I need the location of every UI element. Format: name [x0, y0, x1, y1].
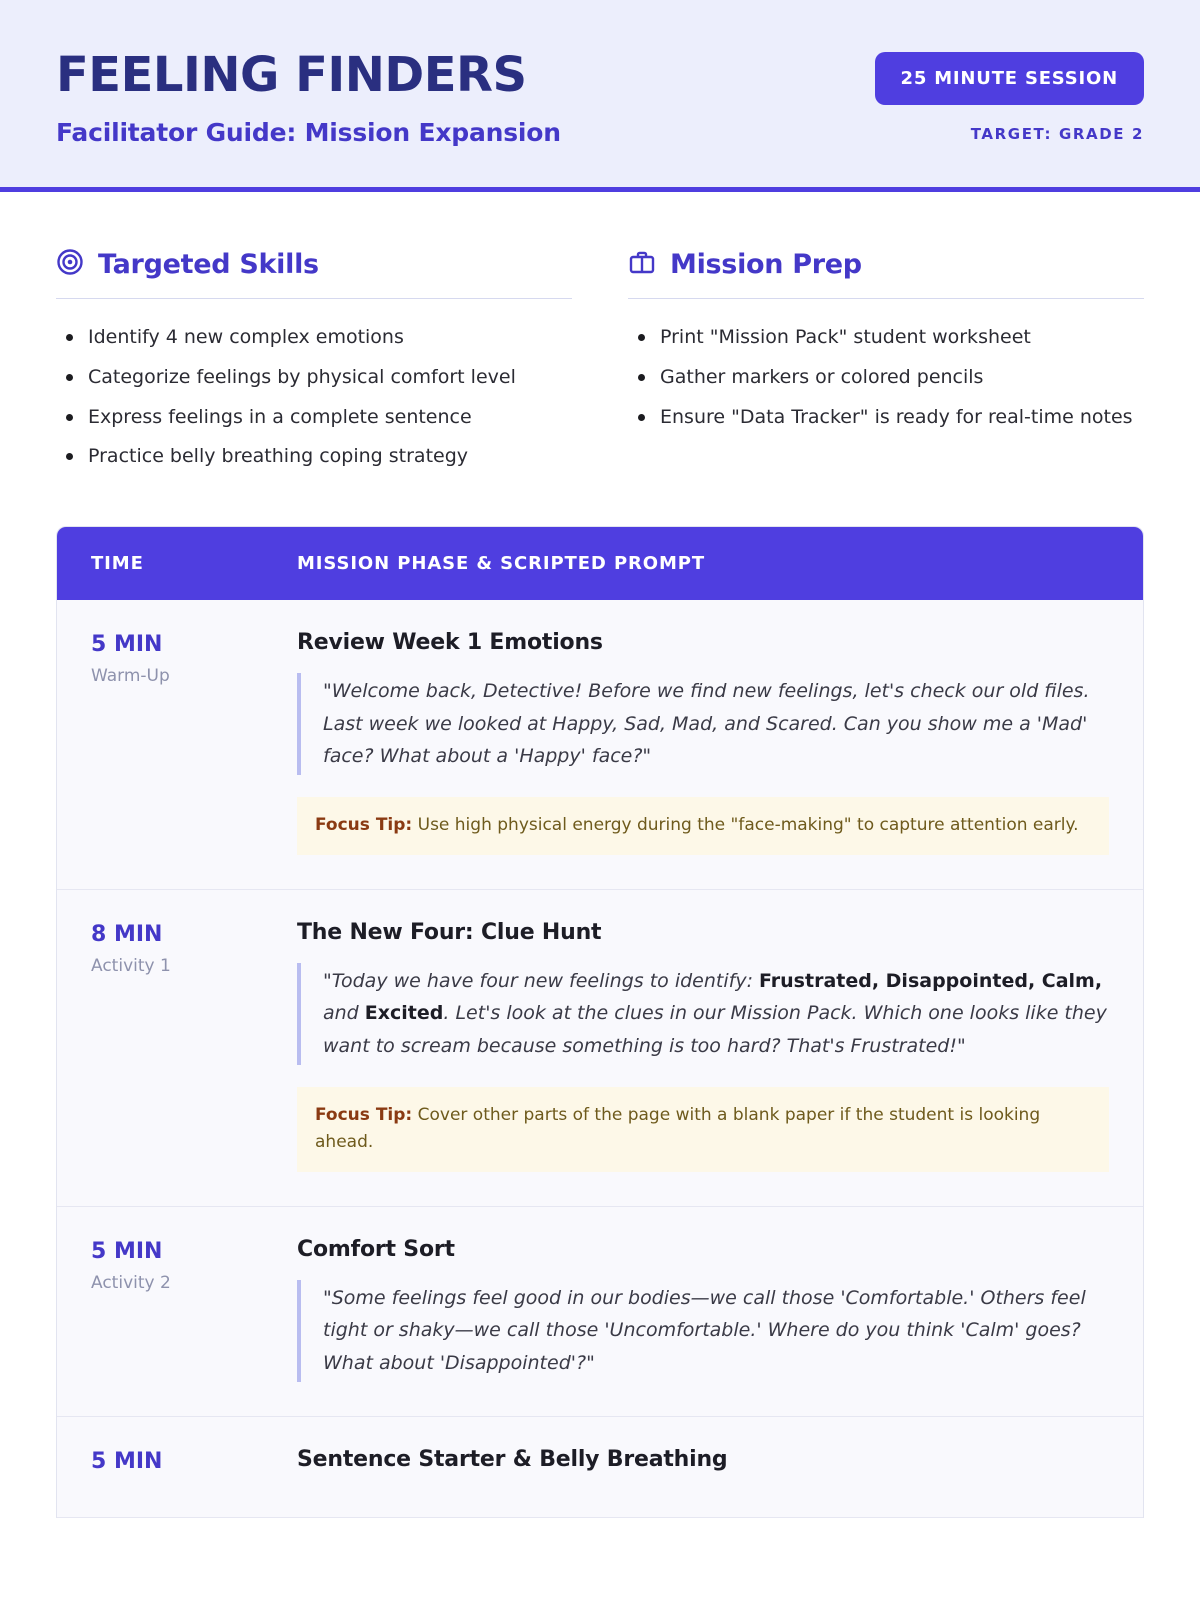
- target-grade-label: TARGET: GRADE 2: [970, 125, 1144, 143]
- table-row: [57, 1417, 1143, 1518]
- toolbox-icon: [628, 248, 656, 280]
- mission-prep-list: [628, 321, 1144, 433]
- focus-tip: [297, 797, 1109, 855]
- phase-title: Review Week 1 Emotions: [297, 630, 603, 656]
- targeted-skills-header: [56, 248, 572, 299]
- phase-title: The New Four: Clue Hunt: [297, 919, 602, 945]
- session-schedule-table: [56, 526, 1144, 1518]
- list-item: Categorize feelings by physical comfort level: [56, 361, 572, 394]
- script-emphasis: Excited: [364, 1002, 444, 1025]
- row-duration: 5 MIN: [91, 1448, 163, 1474]
- column-header-phase: MISSION PHASE & SCRIPTED PROMPT: [297, 553, 706, 575]
- session-duration-badge: 25 MINUTE SESSION: [875, 52, 1145, 105]
- page-subtitle: Facilitator Guide: Mission Expansion: [56, 118, 561, 148]
- row-content-cell: [297, 1237, 1109, 1382]
- row-content-cell: [297, 630, 1109, 855]
- script-part: and: [323, 1002, 365, 1025]
- mission-prep-header: [628, 248, 1144, 299]
- scripted-prompt: "Some feelings feel good in our bodies—we call those 'Comfortable.' Others feel tight or shaky—we call those 'Uncomfortable.' Where do you think 'Calm' goes? What about 'Disappointed'?": [297, 1280, 1109, 1382]
- scripted-prompt: [297, 963, 1109, 1065]
- script-emphasis: Frustrated, Disappointed, Calm,: [759, 969, 1103, 992]
- focus-tip-text: Use high physical energy during the "face-making" to capture attention early.: [412, 815, 1079, 836]
- targeted-skills-section: [56, 248, 572, 480]
- targeted-skills-heading: Targeted Skills: [98, 248, 319, 280]
- mission-prep-heading: Mission Prep: [670, 248, 862, 280]
- schedule-header-row: [57, 527, 1143, 600]
- page-title: FEELING FINDERS: [56, 47, 527, 103]
- list-item: Print "Mission Pack" student worksheet: [628, 321, 1144, 354]
- phase-title: Comfort Sort: [297, 1236, 455, 1262]
- list-item: Express feelings in a complete sentence: [56, 401, 572, 434]
- script-part: "Today we have four new feelings to identify:: [323, 969, 760, 992]
- target-icon: [56, 248, 84, 280]
- targeted-skills-list: [56, 321, 572, 473]
- phase-title: Sentence Starter & Belly Breathing: [297, 1446, 728, 1472]
- scripted-prompt: "Welcome back, Detective! Before we find new feelings, let's check our old files. Last week we looked at Happy, Sad, Mad, and Scared. Can you show me a 'Mad' face? What about a 'Happy' face?": [297, 673, 1109, 775]
- row-duration: 5 MIN: [91, 1238, 163, 1264]
- row-time-cell: [91, 630, 297, 855]
- table-row: [57, 1207, 1143, 1417]
- column-header-time: TIME: [91, 553, 144, 575]
- script-part: . Let's look at the clues in our Mission Pack. Which one looks like they want to scream because something is too hard? That's Frustrated!": [323, 1002, 1107, 1057]
- header-right: [875, 46, 1145, 143]
- list-item: Gather markers or colored pencils: [628, 361, 1144, 394]
- focus-tip-label: Focus Tip:: [315, 815, 413, 836]
- row-duration: 8 MIN: [91, 921, 163, 947]
- row-stage: Warm-Up: [91, 666, 170, 687]
- list-item: Identify 4 new complex emotions: [56, 321, 572, 354]
- row-duration: 5 MIN: [91, 632, 163, 658]
- row-time-cell: [91, 920, 297, 1172]
- focus-tip-label: Focus Tip:: [315, 1104, 413, 1125]
- info-columns: [0, 192, 1200, 480]
- mission-prep-section: [628, 248, 1144, 480]
- row-stage: Activity 1: [91, 955, 171, 976]
- row-stage: Activity 2: [91, 1272, 171, 1293]
- table-row: [57, 890, 1143, 1207]
- focus-tip-text: Cover other parts of the page with a blank paper if the student is looking ahead.: [315, 1104, 1041, 1153]
- row-content-cell: [297, 1447, 1109, 1483]
- row-time-cell: [91, 1447, 297, 1483]
- table-row: [57, 600, 1143, 890]
- list-item: Ensure "Data Tracker" is ready for real-time notes: [628, 401, 1144, 434]
- row-time-cell: [91, 1237, 297, 1382]
- list-item: Practice belly breathing coping strategy: [56, 440, 572, 473]
- page-header: [0, 0, 1200, 192]
- row-content-cell: [297, 920, 1109, 1172]
- focus-tip: [297, 1087, 1109, 1172]
- header-left: [56, 46, 561, 147]
